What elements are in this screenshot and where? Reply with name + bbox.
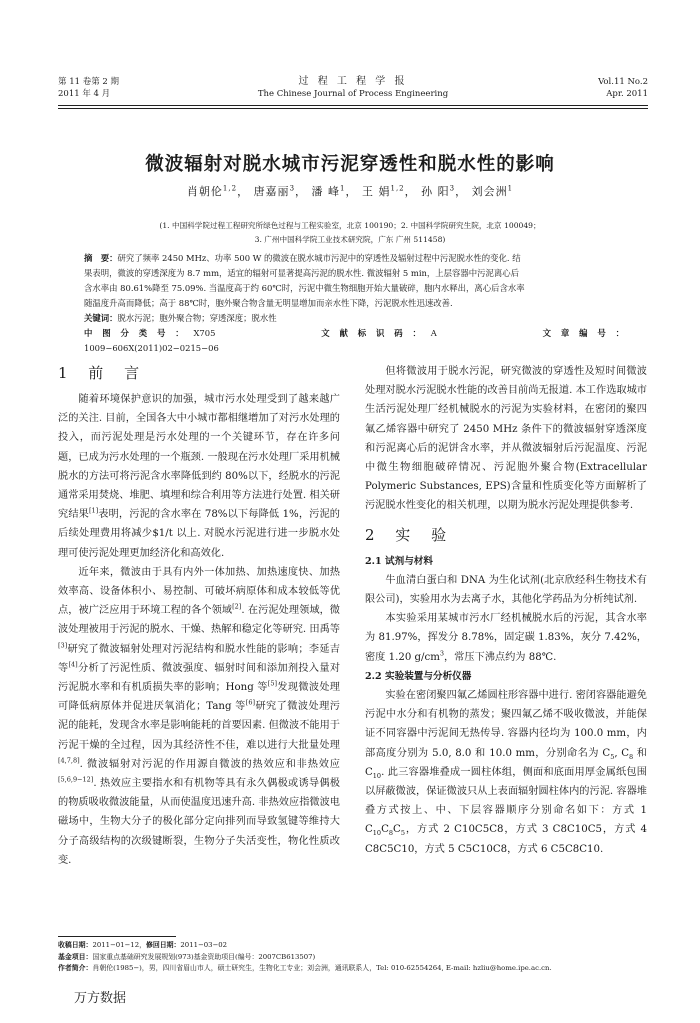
left-column (58, 362, 340, 870)
abstract-line: 含水率由 80.61%降至 75.09%. 当温度高于约 60℃时，污泥中微生物细胞开始大量破碎，胞内水释出，离心后含水率 (84, 283, 525, 293)
subsection-heading: 2.2 实验装置与分析仪器 (365, 670, 472, 682)
author: 王 娟$^{1,2}$ (362, 184, 405, 198)
abstract (84, 251, 624, 356)
header-right (598, 76, 648, 100)
author: 刘会洲$^1$ (471, 184, 514, 198)
abstract-line: 摘 要：研究了频率 2450 MHz、功率 500 W 的微波在脱水城市污泥中的穿透性及辐射过程中污泥脱水性的变化. 结 (84, 253, 521, 263)
abstract-line: 果表明，微波的穿透深度为 8.7 mm，适宜的辐射可显著提高污泥的脱水性. 微波辐射 5 min，上层容器中污泥离心后 (84, 268, 520, 278)
dates-line: 收稿日期：2011−01−12，修回日期：2011−03−02 (58, 941, 228, 949)
author: 唐嘉丽$^3$ (253, 184, 296, 198)
paragraph: 牛血清白蛋白和 DNA 为生化试剂(北京欣经科生物技术有限公司)，实验用水为去离子水，其他化学药品为分析纯试剂. (365, 574, 647, 606)
author-bio-line: 作者简介：肖朝伦(1985−)，男，四川省眉山市人，硕士研究生，生物化工专业；刘会洲，通讯联系人，Tel: 010-62554264, E-mail: hzliu@home.ipe.ac.cn. (58, 964, 552, 972)
author: 潘 峰$^1$ (311, 184, 346, 198)
journal-name-cn: 过 程 工 程 学 报 (298, 76, 408, 87)
watermark: 万方数据 (74, 991, 127, 1006)
header-rule (58, 105, 648, 106)
clc-number: 中图分类号：X705 (84, 328, 216, 338)
paragraph: 但将微波用于脱水污泥，研究微波的穿透性及短时间微波处理对脱水污泥脱水性能的改善目前尚无报道. 本工作选取城市生活污泥处理厂经机械脱水的污泥为实验材料，在密闭的聚四氟乙烯容器中研究了 2450 MHz 条件下的微波辐射穿透深度和污泥离心后的泥饼含水率，并从微波辐射后污泥温度、污泥中微生物细胞破碎情况、污泥胞外聚合物(Extracellular Polymeric Substances, EPS)含量和性质变化等方面解析了污泥脱水性变化的相关机理，以期为脱水污泥处理提供参考. (365, 366, 647, 512)
paragraph: 实验在密闭聚四氟乙烯圆柱形容器中进行. 密闭容器能避免污泥中水分和有机物的蒸发；聚四氟乙烯不吸收微波，并能保证不同容器中污泥间无热传导. 容器内径均为 100.0 mm，内部高度分别为 5.0, 8.0 和 10.0 mm，分别命名为 $C_5$, $C_8$ 和 $C_{10}$. 此三容器堆叠成一圆柱体组，侧面和底面用厚金属纸包围以屏蔽微波，保证微波只从上表面辐射圆柱体内的污泥. 容器堆叠方式按上、中、下层容器顺序分别命名如下：方式 1 $C_{10}C_8C_5$，方式 2 C10C5C8，方式 3 C8C10C5，方式 4 C8C5C10，方式 5 C5C10C8，方式 6 C5C8C10. (365, 690, 648, 855)
article-number: 文章编号：1009−606X(2011)02−0215−06 (84, 328, 625, 353)
keywords: 关键词：脱水污泥；胞外聚合物；穿透深度；脱水性 (84, 313, 277, 323)
author: 肖朝伦$^{1,2}$ (186, 184, 238, 198)
classification-line (84, 326, 624, 356)
affiliation-line: 3. 广州中国科学院工业技术研究院，广东 广州 511458) (254, 235, 446, 244)
issue-date-cn: 2011 年 4 月 (58, 89, 111, 99)
paper-title: 微波辐射对脱水城市污泥穿透性和脱水性的影响 (145, 154, 555, 175)
paragraph: 本实验采用某城市污水厂经机械脱水后的污泥，其含水率为 81.97%，挥发分 8.78%，固定碳 1.83%，灰分 7.42%，密度 1.20 $g/cm^3$，常压下沸点约为 88℃. (365, 613, 647, 663)
paragraph: 随着环境保护意识的加强，城市污水处理受到了越来越广泛的关注. 目前，全国各大中小城市都相继增加了对污水处理的投入，而污泥处理是污水处理的一个关键环节，存在许多问题，已成为污水处理的一个瓶颈. 一般现在污水处理厂采用机械脱水的方法可将污泥含水率降低到约 80%以下，经脱水的污泥通常采用焚烧、堆肥、填埋和综合利用等方法进行处置. 相关研究结果[1]表明，污泥的含水率在 78%以下每降低 1%，污泥的后续处理费用将减少$1/t 以上. 对脱水污泥进行进一步脱水处理可使污泥处理更加经济化和高效化. (58, 394, 340, 559)
volume-issue: 第 11 卷第 2 期 (58, 77, 120, 87)
journal-name-en: The Chinese Journal of Process Engineering (257, 89, 449, 99)
author-list: 肖朝伦$^{1,2}$， 唐嘉丽$^3$， 潘 峰$^1$， 王 娟$^{1,2}$， 孙 阳$^3$， 刘会洲$^1$ (186, 184, 514, 198)
abstract-line: 随温度升高而降低；高于 88℃时，胞外聚合物含量无明显增加而亲水性下降，污泥脱水性迅速改善. (84, 298, 453, 308)
affiliations (0, 219, 700, 247)
footnotes (58, 940, 658, 975)
journal-header (58, 76, 648, 106)
section-heading-intro: 1 前 言 (58, 364, 148, 382)
fund-line: 基金项目：国家重点基础研究发展规划(973)基金资助项目(编号：2007CB613507) (58, 952, 316, 961)
right-column (365, 362, 647, 859)
section-heading-experiment: 2 实 验 (365, 525, 455, 544)
subsection-heading: 2.1 试剂与材料 (365, 555, 433, 567)
issue-date-en: Apr. 2011 (606, 89, 648, 99)
paragraph: 近年来，微波由于具有内外一体加热、加热速度快、加热效率高、设备体积小、易控制、可破坏病原体和成本较低等优点，被广泛应用于环境工程的各个领域[2]. 在污泥处理领域，微波处理被用于污泥的脱水、干燥、热解和稳定化等研究. 田禹等[3]研究了微波辐射处理对污泥结构和脱水性能的影响；李延吉等[4]分析了污泥性质、微波强度、辐射时间和添加剂投入量对污泥脱水率和有机质损失率的影响；Hong 等[5]发现微波处理可降低病原体并促进厌氧消化；Tang 等[6]研究了微波处理污泥的能耗，发现含水率是影响能耗的首要因素. 但微波不能用于污泥干燥的全过程，因为其经济性不佳，难以进行大批量处理[4,7,8]. 微波辐射对污泥的作用源自微波的热效应和非热效应[5,6,9−12]. 热效应主要指水和有机物等具有永久偶极或诱导偶极的物质吸收微波能量，从而使温度迅速升高. 非热效应指微波电磁场中，生物大分子的极化部分定向排列而导致氢键等维持大分子高级结构的次级键断裂，生物分子失活变性，物化性质改变. (58, 566, 341, 866)
doc-code: 文献标识码：A (311, 328, 437, 338)
affiliation-line: (1. 中国科学院过程工程研究所绿色过程与工程实验室，北京 100190；2. 中国科学院研究生院，北京 100049； (159, 221, 541, 230)
header-center (58, 76, 648, 100)
header-rule-thin (58, 108, 648, 109)
author: 孙 阳$^3$ (421, 184, 456, 198)
abstract-label: 摘 要： (84, 253, 118, 263)
footnote-rule (58, 936, 176, 937)
volume-no-en: Vol.11 No.2 (598, 77, 648, 87)
